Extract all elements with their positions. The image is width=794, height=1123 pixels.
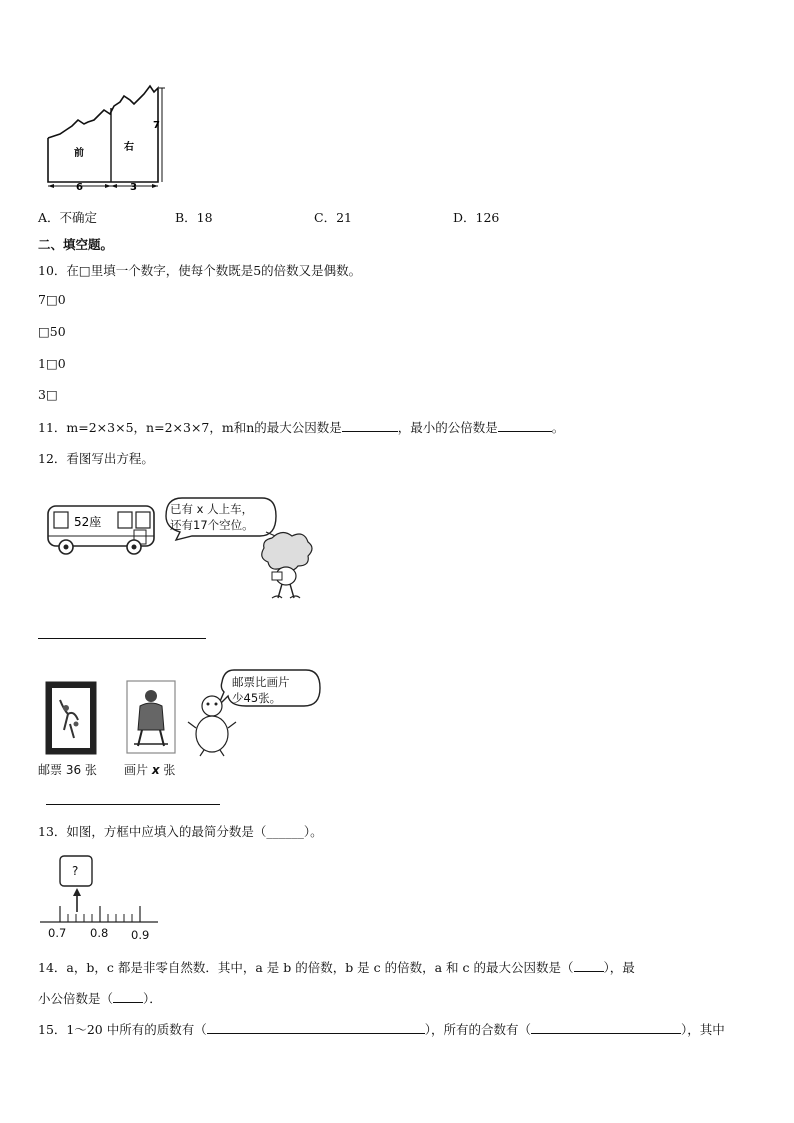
cartoon-character-1 bbox=[252, 528, 318, 602]
q10-item-4: 3□ bbox=[38, 387, 58, 402]
front-label: 前 bbox=[74, 148, 84, 159]
caption-stamp: 邮票 36 张 bbox=[38, 763, 97, 777]
bubble1-line1: 已有 x 人上车， bbox=[170, 502, 254, 516]
bubble2-line2: 少45张。 bbox=[232, 691, 282, 705]
caption-picture bbox=[124, 761, 175, 778]
q15 bbox=[38, 1020, 725, 1038]
dim-height: 7 bbox=[153, 120, 160, 131]
q14-line2-post: ）． bbox=[143, 991, 162, 1006]
bubble2-line1: 邮票比画片 bbox=[232, 675, 290, 689]
q15-blank-primes[interactable] bbox=[207, 1021, 425, 1034]
section-title: 二、填空题。 bbox=[38, 237, 114, 252]
q10-item-3: 1□0 bbox=[38, 356, 66, 371]
caption-picture-post: 张 bbox=[163, 763, 176, 777]
q12-answer-line-2[interactable] bbox=[46, 804, 220, 805]
option-c: C．21 bbox=[314, 210, 352, 225]
q10-item-2: □50 bbox=[38, 324, 66, 339]
q11-part2: ，最小的公倍数是 bbox=[397, 420, 498, 435]
q14-line2-pre: 小公倍数是（ bbox=[38, 991, 114, 1006]
q11-part3: 。 bbox=[551, 420, 565, 435]
q10-stem: 10．在□里填一个数字，使每个数既是5的倍数又是偶数。 bbox=[38, 263, 362, 278]
q12-answer-line-1[interactable] bbox=[38, 638, 206, 639]
q11 bbox=[38, 418, 564, 436]
q15-part1: 15．1～20 中所有的质数有（ bbox=[38, 1022, 207, 1037]
tick-label-0-7: 0.7 bbox=[48, 926, 67, 940]
caption-picture-pre: 画片 bbox=[124, 763, 149, 777]
cartoon-character-2 bbox=[186, 692, 238, 758]
q11-blank-lcm[interactable] bbox=[498, 419, 552, 432]
option-a: A．不确定 bbox=[38, 210, 98, 225]
dim-front: 6 bbox=[76, 182, 83, 192]
box-question-mark: ? bbox=[72, 864, 79, 878]
q10-item-1: 7□0 bbox=[38, 292, 66, 307]
q15-blank-composites[interactable] bbox=[531, 1021, 681, 1034]
option-b: B．18 bbox=[175, 210, 213, 225]
dim-right: 3 bbox=[130, 182, 137, 192]
bus-sign: 52座 bbox=[74, 515, 102, 529]
q14-line1 bbox=[38, 958, 635, 976]
bubble1-line2: 还有17个空位。 bbox=[170, 518, 254, 532]
q9-figure bbox=[38, 80, 168, 192]
q14-line2 bbox=[38, 989, 162, 1007]
stamp-illustration bbox=[44, 680, 98, 756]
q15-part3: ），其中 bbox=[681, 1022, 725, 1037]
figure-outline bbox=[48, 86, 158, 182]
q13-stem: 13．如图，方框中应填入的最简分数是（______）。 bbox=[38, 824, 323, 839]
q14-line1-post: ），最 bbox=[603, 960, 635, 975]
q11-part1: 11．m=2×3×5，n=2×3×7，m和n的最大公因数是 bbox=[38, 420, 342, 435]
q14-blank-lcm[interactable] bbox=[113, 990, 143, 1003]
q11-blank-gcd[interactable] bbox=[342, 419, 398, 432]
tick-label-0-8: 0.8 bbox=[90, 926, 109, 940]
q14-line1-pre: 14．a，b，c 都是非零自然数．其中，a 是 b 的倍数，b 是 c 的倍数，a 和 c 的最大公因数是（ bbox=[38, 960, 574, 975]
q14-blank-gcd[interactable] bbox=[574, 959, 604, 972]
caption-picture-x: x bbox=[151, 763, 160, 777]
option-d: D．126 bbox=[453, 210, 500, 225]
picture-card-illustration bbox=[126, 680, 176, 754]
right-label: 右 bbox=[124, 142, 134, 153]
bus-illustration bbox=[44, 500, 160, 560]
q12-stem: 12．看图写出方程。 bbox=[38, 451, 154, 466]
tick-label-0-9: 0.9 bbox=[131, 928, 150, 942]
q15-part2: ），所有的合数有（ bbox=[424, 1022, 532, 1037]
